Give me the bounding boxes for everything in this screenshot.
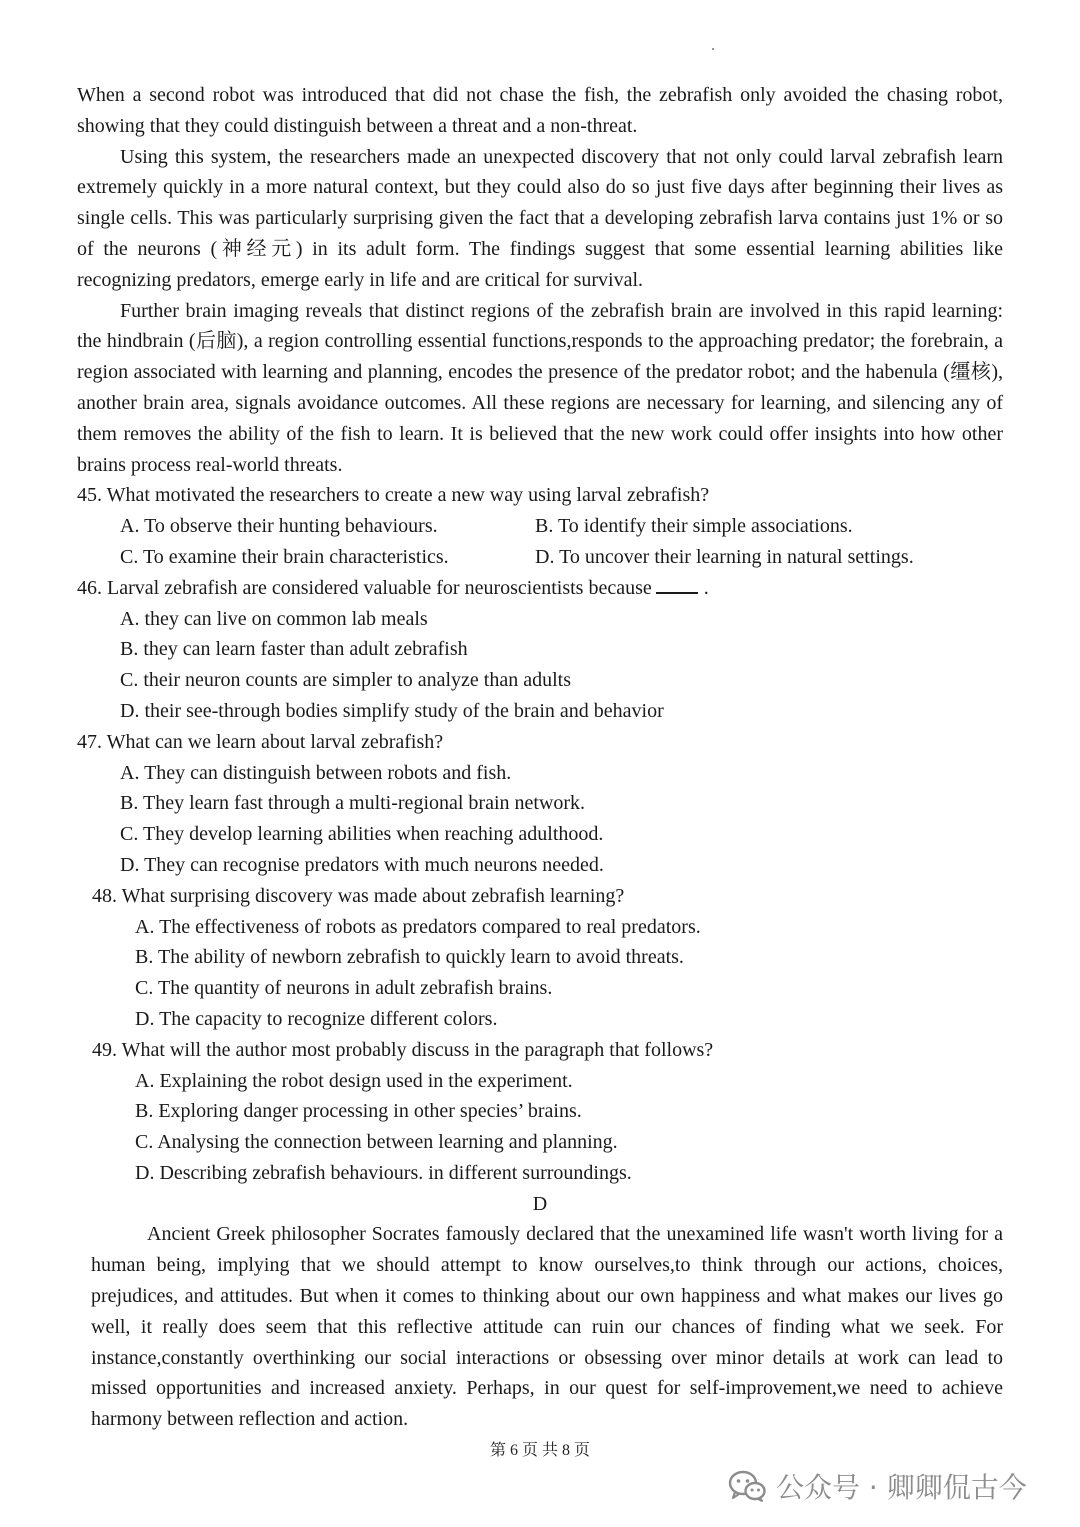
passage-c-paragraph-2: Using this system, the researchers made an unexpected discovery that not only could larval zebrafish learn extremely quickly in a more natural context, but they could also do so just five days after beginning their lives as single cells. This was particularly surprising given the fact that a developing zebrafish larva contains just 1% or so of the neurons (神经元) in its adult form. The findings suggest that some essential learning abilities like recognizing predators, emerge early in life and are critical for survival.	[77, 145, 1003, 291]
question-46-option-b: B. they can learn faster than adult zebrafish	[120, 638, 468, 661]
question-45-option-c: C. To examine their brain characteristics.	[120, 545, 449, 568]
question-46-option-d: D. their see-through bodies simplify study of the brain and behavior	[120, 699, 664, 722]
question-45	[77, 480, 1003, 572]
question-46	[77, 573, 1003, 727]
answer-blank	[656, 576, 698, 594]
question-47-option-b: B. They learn fast through a multi-regional brain network.	[120, 792, 586, 815]
question-47-option-c: C. They develop learning abilities when reaching adulthood.	[120, 823, 604, 846]
question-49-option-c: C. Analysing the connection between learning and planning.	[135, 1131, 618, 1154]
question-49-stem: 49. What will the author most probably discuss in the paragraph that follows?	[92, 1038, 714, 1061]
passage-d-paragraph-1: Ancient Greek philosopher Socrates famously declared that the unexamined life wasn't worth living for a human being, implying that we should attempt to know ourselves,to think through our actions, choices, prejudices, and attitudes. But when it comes to thinking about our own happiness and what makes our lives go well, it really does seem that this reflective attitude can ruin our chances of finding what we seek. For instance,constantly overthinking our social interactions or obsessing over minor details at work can lead to missed opportunities and increased anxiety. Perhaps, in our quest for self-improvement,we need to achieve harmony between reflection and action.	[91, 1223, 1003, 1431]
question-47	[77, 727, 1003, 881]
question-48-option-b: B. The ability of newborn zebrafish to quickly learn to avoid threats.	[135, 946, 684, 969]
passage-c-continuation	[77, 80, 1003, 1435]
question-48	[77, 881, 1003, 1035]
wechat-watermark	[728, 1466, 1027, 1506]
question-47-option-a: A. They can distinguish between robots and fish.	[120, 761, 512, 784]
question-46-stem-text: 46. Larval zebrafish are considered valuable for neuroscientists because	[77, 576, 652, 599]
page-number-footer: 第 6 页 共 8 页	[489, 1442, 590, 1459]
scan-speck	[712, 48, 714, 50]
question-46-stem-end: .	[703, 576, 709, 599]
wechat-icon	[728, 1469, 766, 1503]
question-47-stem: 47. What can we learn about larval zebrafish?	[77, 730, 444, 753]
question-46-option-a: A. they can live on common lab meals	[120, 607, 428, 630]
question-49-option-a: A. Explaining the robot design used in the experiment.	[135, 1069, 573, 1092]
question-47-option-d: D. They can recognise predators with much neurons needed.	[120, 853, 604, 876]
question-46-stem	[77, 573, 1003, 604]
question-48-option-a: A. The effectiveness of robots as predators compared to real predators.	[135, 915, 701, 938]
question-46-option-c: C. their neuron counts are simpler to analyze than adults	[120, 669, 571, 692]
question-45-option-a: A. To observe their hunting behaviours.	[120, 515, 438, 538]
question-49-option-d: D. Describing zebrafish behaviours. in different surroundings.	[135, 1161, 632, 1184]
question-48-stem: 48. What surprising discovery was made about zebrafish learning?	[92, 884, 625, 907]
question-49	[77, 1035, 1003, 1189]
watermark-text: 公众号 · 卿卿侃古今	[776, 1471, 1027, 1504]
passage-c-paragraph-1: When a second robot was introduced that did not chase the fish, the zebrafish only avoided the chasing robot, showing that they could distinguish between a threat and a non-threat.	[77, 84, 1003, 137]
passage-c-paragraph-3: Further brain imaging reveals that distinct regions of the zebrafish brain are involved in this rapid learning: the hindbrain (后脑), a region controlling essential functions,responds to the approaching predator; the forebrain, a region associated with learning and planning, encodes the presence of the predator robot; and the habenula (缰核), another brain area, signals avoidance outcomes. All these regions are necessary for learning, and silencing any of them removes the ability of the fish to learn. It is believed that the new work could offer insights into how other brains process real-world threats.	[77, 299, 1003, 476]
question-45-option-b: B. To identify their simple associations.	[535, 515, 853, 538]
question-48-option-c: C. The quantity of neurons in adult zebrafish brains.	[135, 977, 553, 1000]
question-48-option-d: D. The capacity to recognize different colors.	[135, 1007, 498, 1030]
question-49-option-b: B. Exploring danger processing in other species’ brains.	[135, 1100, 582, 1123]
question-45-option-d: D. To uncover their learning in natural settings.	[535, 545, 914, 568]
question-45-stem: 45. What motivated the researchers to create a new way using larval zebrafish?	[77, 484, 710, 507]
section-d-heading: D	[532, 1192, 548, 1215]
